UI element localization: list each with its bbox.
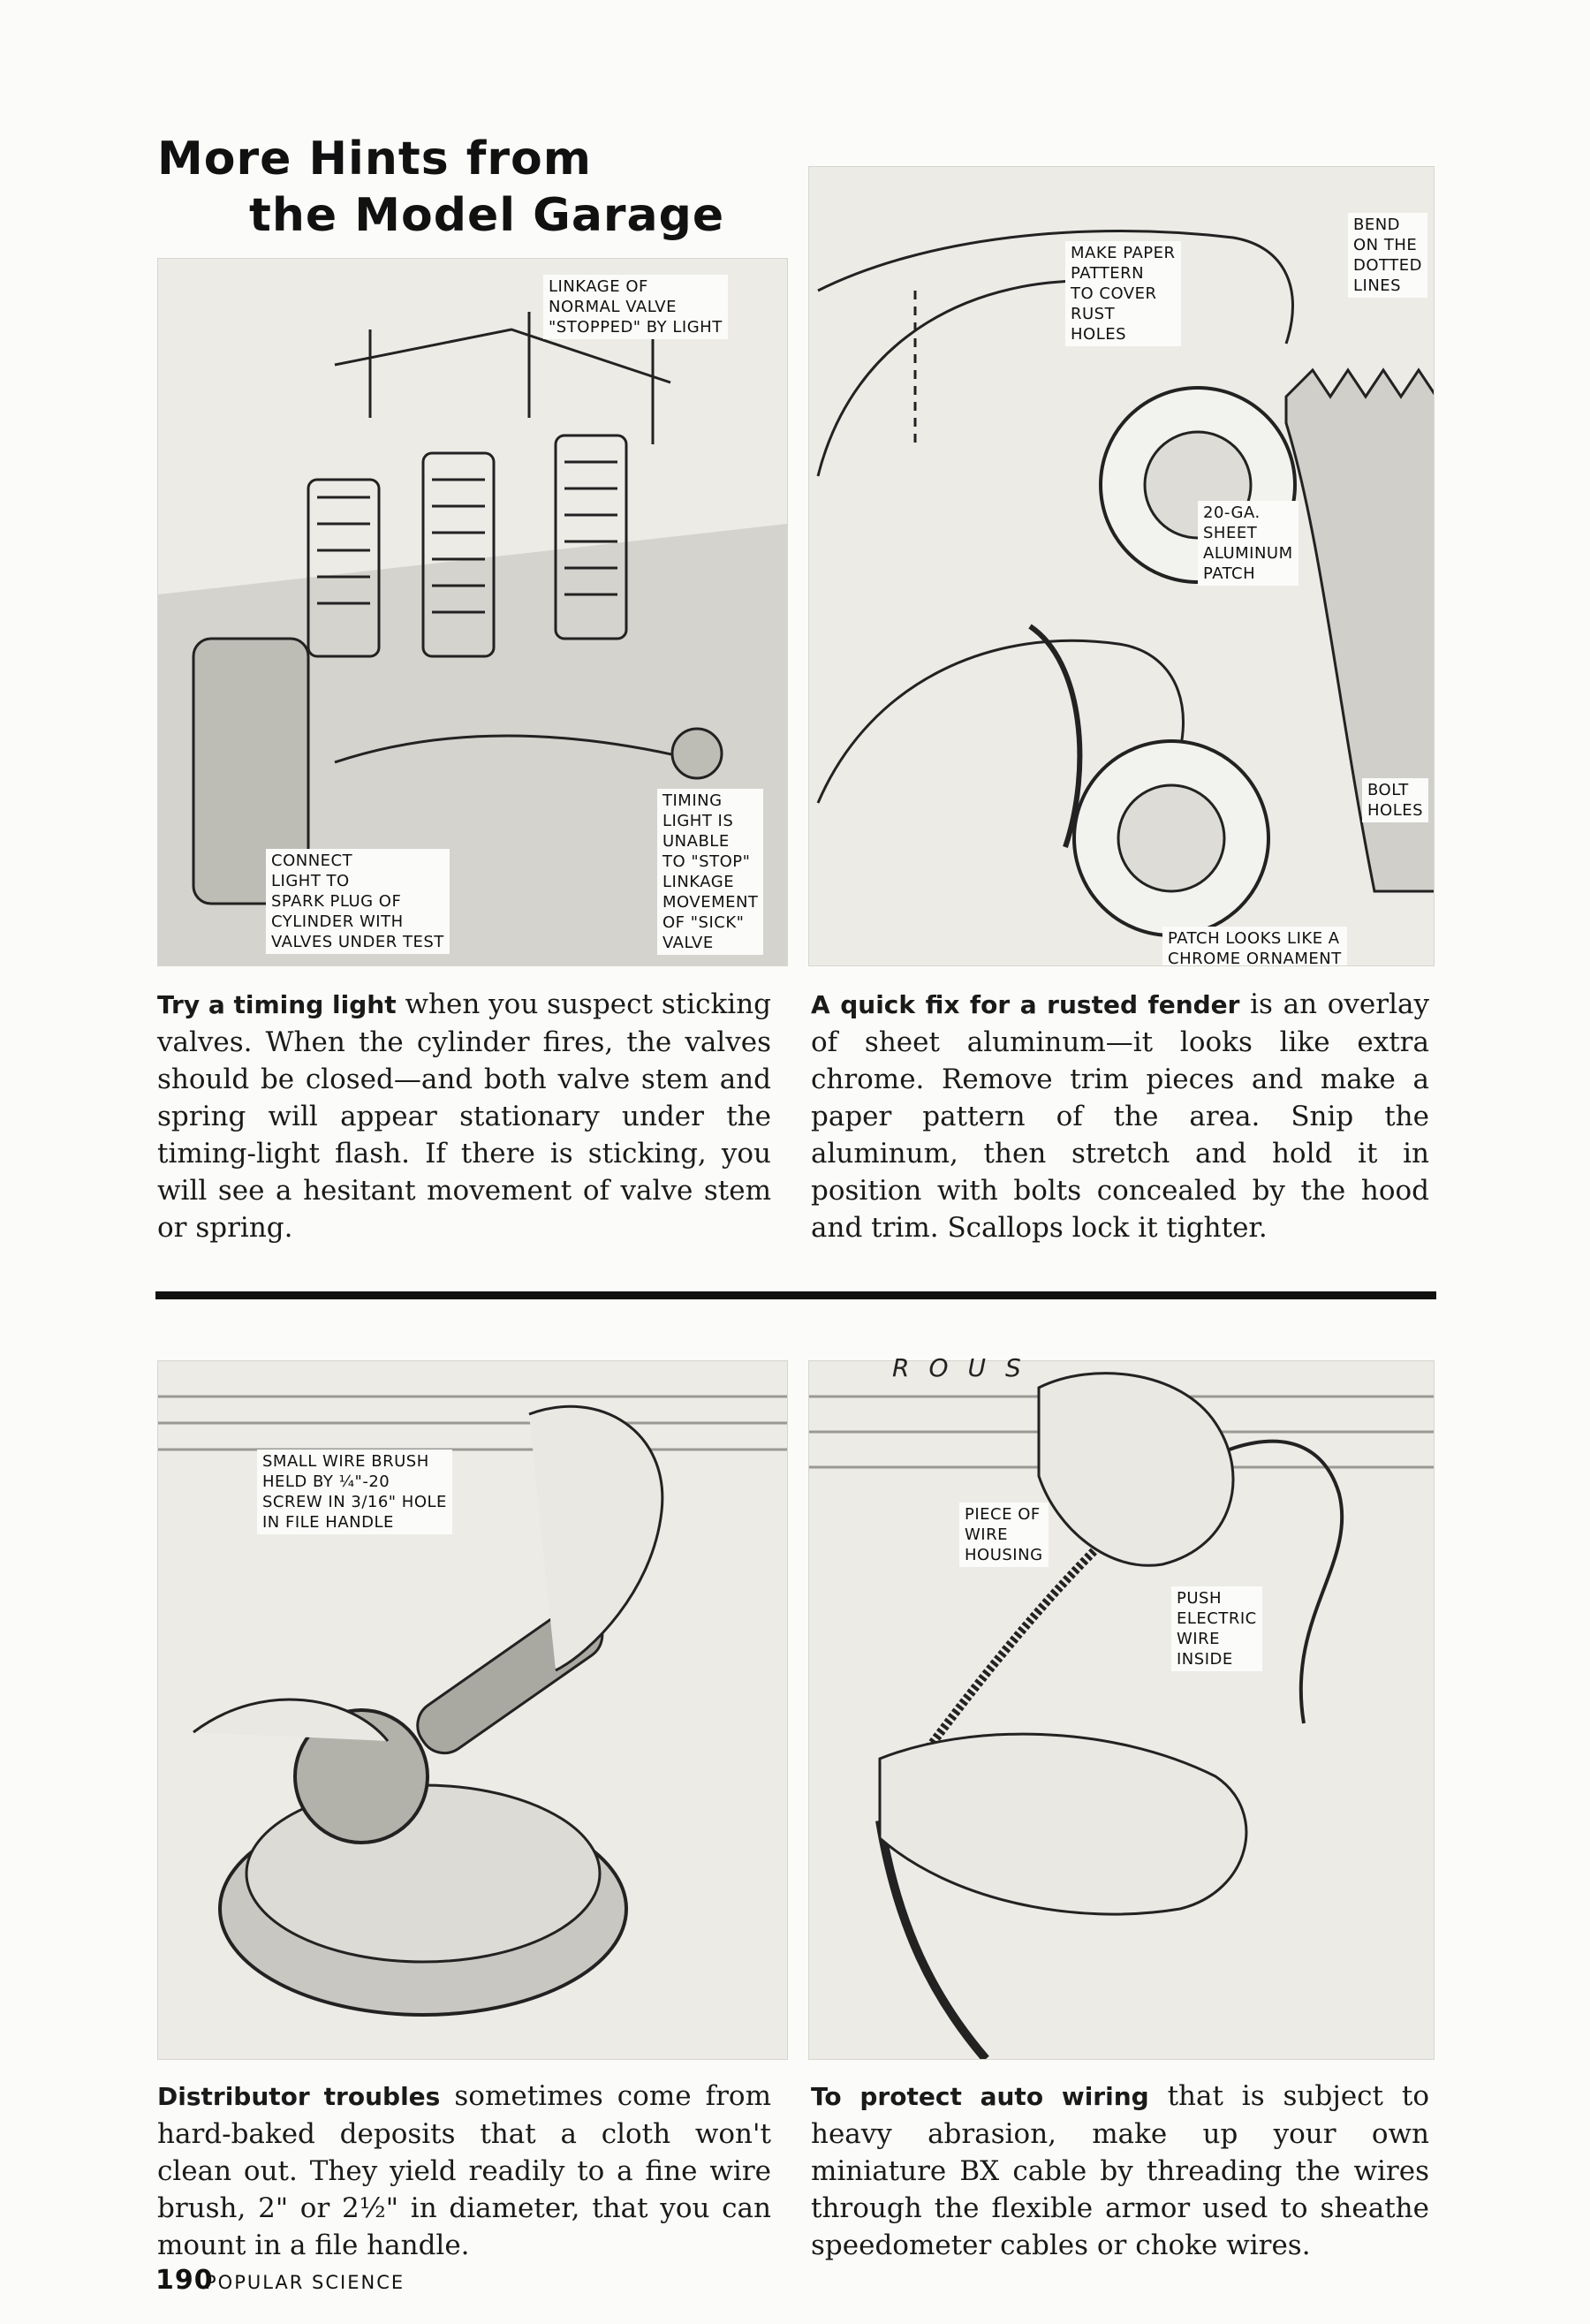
distributor-lead: Distributor troubles — [157, 2082, 441, 2111]
car-fender-illustration — [808, 166, 1435, 966]
page-number: 190 — [155, 2265, 214, 2296]
timing-light-body: when you suspect sticking valves. When the cylinder fires, the valves should be closed—and both valve stem and spring will appear stationary under the timing-light flash. If there is sticking, you will see a hesitant movement of valve stem or spring. — [157, 988, 772, 1244]
magazine-name: POPULAR SCIENCE — [205, 2272, 405, 2293]
section-divider — [155, 1291, 1436, 1299]
timing-light-lead: Try a timing light — [157, 990, 397, 1019]
callout-linkage: LINKAGE OF NORMAL VALVE "STOPPED" BY LIGHT — [543, 275, 728, 339]
timing-light-paragraph — [157, 986, 771, 1246]
callout-timing: TIMING LIGHT IS UNABLE TO "STOP" LINKAGE MOVEMENT OF "SICK" VALVE — [657, 789, 763, 955]
callout-wire-brush: SMALL WIRE BRUSH HELD BY ¼"-20 SCREW IN 3/16" HOLE IN FILE HANDLE — [257, 1450, 452, 1534]
distributor-body: sometimes come from hard-baked deposits that a cloth won't clean out. They yield readily to a fine wire brush, 2" or 2½" in diameter, that you can mount in a file handle. — [157, 2080, 771, 2261]
title-line-1: More Hints from — [157, 132, 592, 185]
wire-drawing — [809, 1361, 1434, 2059]
distributor-brush-illustration — [157, 1360, 788, 2060]
callout-connect: CONNECT LIGHT TO SPARK PLUG OF CYLINDER WITH VALVES UNDER TEST — [266, 849, 450, 954]
callout-paper-pattern: MAKE PAPER PATTERN TO COVER RUST HOLES — [1065, 241, 1181, 346]
auto-wiring-paragraph — [811, 2078, 1429, 2264]
callout-wire-housing: PIECE OF WIRE HOUSING — [959, 1503, 1049, 1567]
callout-bolt-holes: BOLT HOLES — [1362, 778, 1428, 822]
auto-wiring-lead: To protect auto wiring — [811, 2082, 1149, 2111]
callout-chrome-ornament: PATCH LOOKS LIKE A CHROME ORNAMENT — [1162, 927, 1347, 966]
rusted-fender-lead: A quick fix for a rusted fender — [811, 990, 1240, 1019]
callout-push-wire: PUSH ELECTRIC WIRE INSIDE — [1171, 1586, 1262, 1671]
distributor-paragraph — [157, 2078, 771, 2264]
auto-wiring-body: that is subject to heavy abrasion, make up your own miniature BX cable by threading the wires through the flexible armor used to sheathe speedometer cables or choke wires. — [811, 2080, 1430, 2261]
callout-bend: BEND ON THE DOTTED LINES — [1348, 213, 1427, 298]
callout-aluminum-patch: 20-GA. SHEET ALUMINUM PATCH — [1198, 501, 1298, 586]
distributor-drawing — [158, 1361, 787, 2059]
wire-housing-illustration — [808, 1360, 1435, 2060]
valve-engine-illustration — [157, 258, 788, 966]
title-line-2: the Model Garage — [249, 189, 725, 242]
artist-signature: ROUS — [892, 1353, 1041, 1382]
rusted-fender-body: is an overlay of sheet aluminum—it looks like extra chrome. Remove trim pieces and make a paper pattern of the area. Snip the aluminum, then stretch and hold it in position with bolts concealed by the hood and trim. Scallops lock it tighter. — [811, 988, 1429, 1244]
rusted-fender-paragraph — [811, 986, 1429, 1246]
